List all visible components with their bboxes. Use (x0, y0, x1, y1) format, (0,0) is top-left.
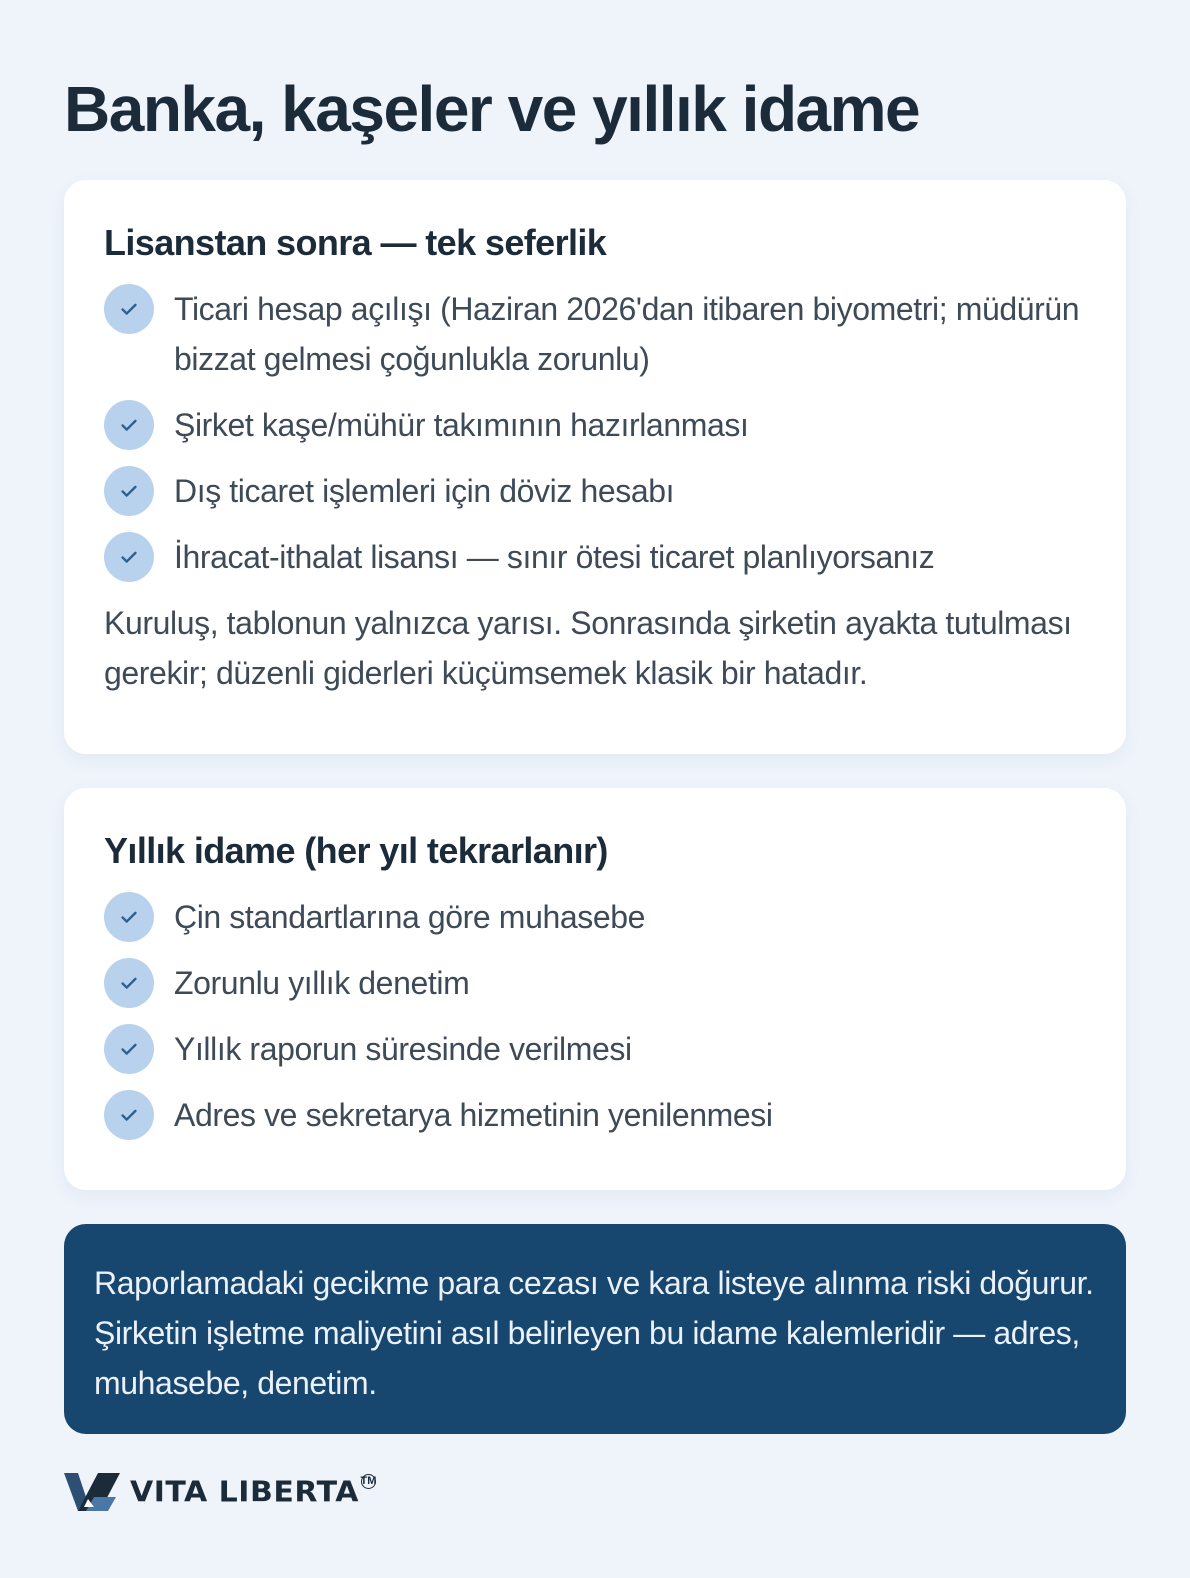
page-title: Banka, kaşeler ve yıllık idame (64, 73, 920, 145)
check-icon (104, 892, 154, 942)
one-time-heading: Lisanstan sonra — tek seferlik (104, 222, 607, 263)
annual-heading: Yıllık idame (her yıl tekrarlanır) (104, 830, 608, 871)
check-icon (104, 400, 154, 450)
check-icon (104, 1090, 154, 1140)
list-item (104, 400, 1086, 450)
trademark-mark: TM (360, 1475, 377, 1487)
list-item (104, 1090, 1086, 1140)
one-time-note: Kuruluş, tablonun yalnızca yarısı. Sonrasında şirketin ayakta tutulması gerekir; düzenli giderleri küçümsemek klasik bir hatadır. (104, 605, 1072, 691)
list-item (104, 958, 1086, 1008)
list-item-text: Ticari hesap açılışı (Haziran 2026'dan itibaren biyometri; müdürün bizzat gelmesi çoğunlukla zorunlu) (174, 291, 1080, 377)
list-item-text: Adres ve sekretarya hizmetinin yenilenmesi (174, 1097, 773, 1133)
brand-name: VITA LIBERTA (130, 1475, 359, 1509)
list-item (104, 466, 1086, 516)
vita-liberta-logo (64, 1471, 120, 1513)
one-time-card (64, 180, 1126, 754)
check-icon (104, 1024, 154, 1074)
check-icon (104, 532, 154, 582)
list-item (104, 532, 1086, 582)
list-item-text: Yıllık raporun süresinde verilmesi (174, 1031, 632, 1067)
list-item-text: İhracat-ithalat lisansı — sınır ötesi ticaret planlıyorsanız (174, 539, 935, 575)
annual-list (104, 892, 1086, 1140)
list-item (104, 892, 1086, 942)
brand (64, 1470, 376, 1514)
list-item-text: Dış ticaret işlemleri için döviz hesabı (174, 473, 675, 509)
list-item-text: Zorunlu yıllık denetim (174, 965, 470, 1001)
list-item (104, 284, 1086, 384)
check-icon (104, 958, 154, 1008)
list-item-text: Şirket kaşe/mühür takımının hazırlanması (174, 407, 749, 443)
list-item (104, 1024, 1086, 1074)
warning-callout: Raporlamadaki gecikme para cezası ve kara listeye alınma riski doğurur. Şirketin işletme maliyetini asıl belirleyen bu idame kalemleridir — adres, muhasebe, denetim. (64, 1224, 1126, 1434)
annual-card (64, 788, 1126, 1190)
one-time-list (104, 284, 1086, 582)
check-icon (104, 466, 154, 516)
list-item-text: Çin standartlarına göre muhasebe (174, 899, 646, 935)
check-icon (104, 284, 154, 334)
